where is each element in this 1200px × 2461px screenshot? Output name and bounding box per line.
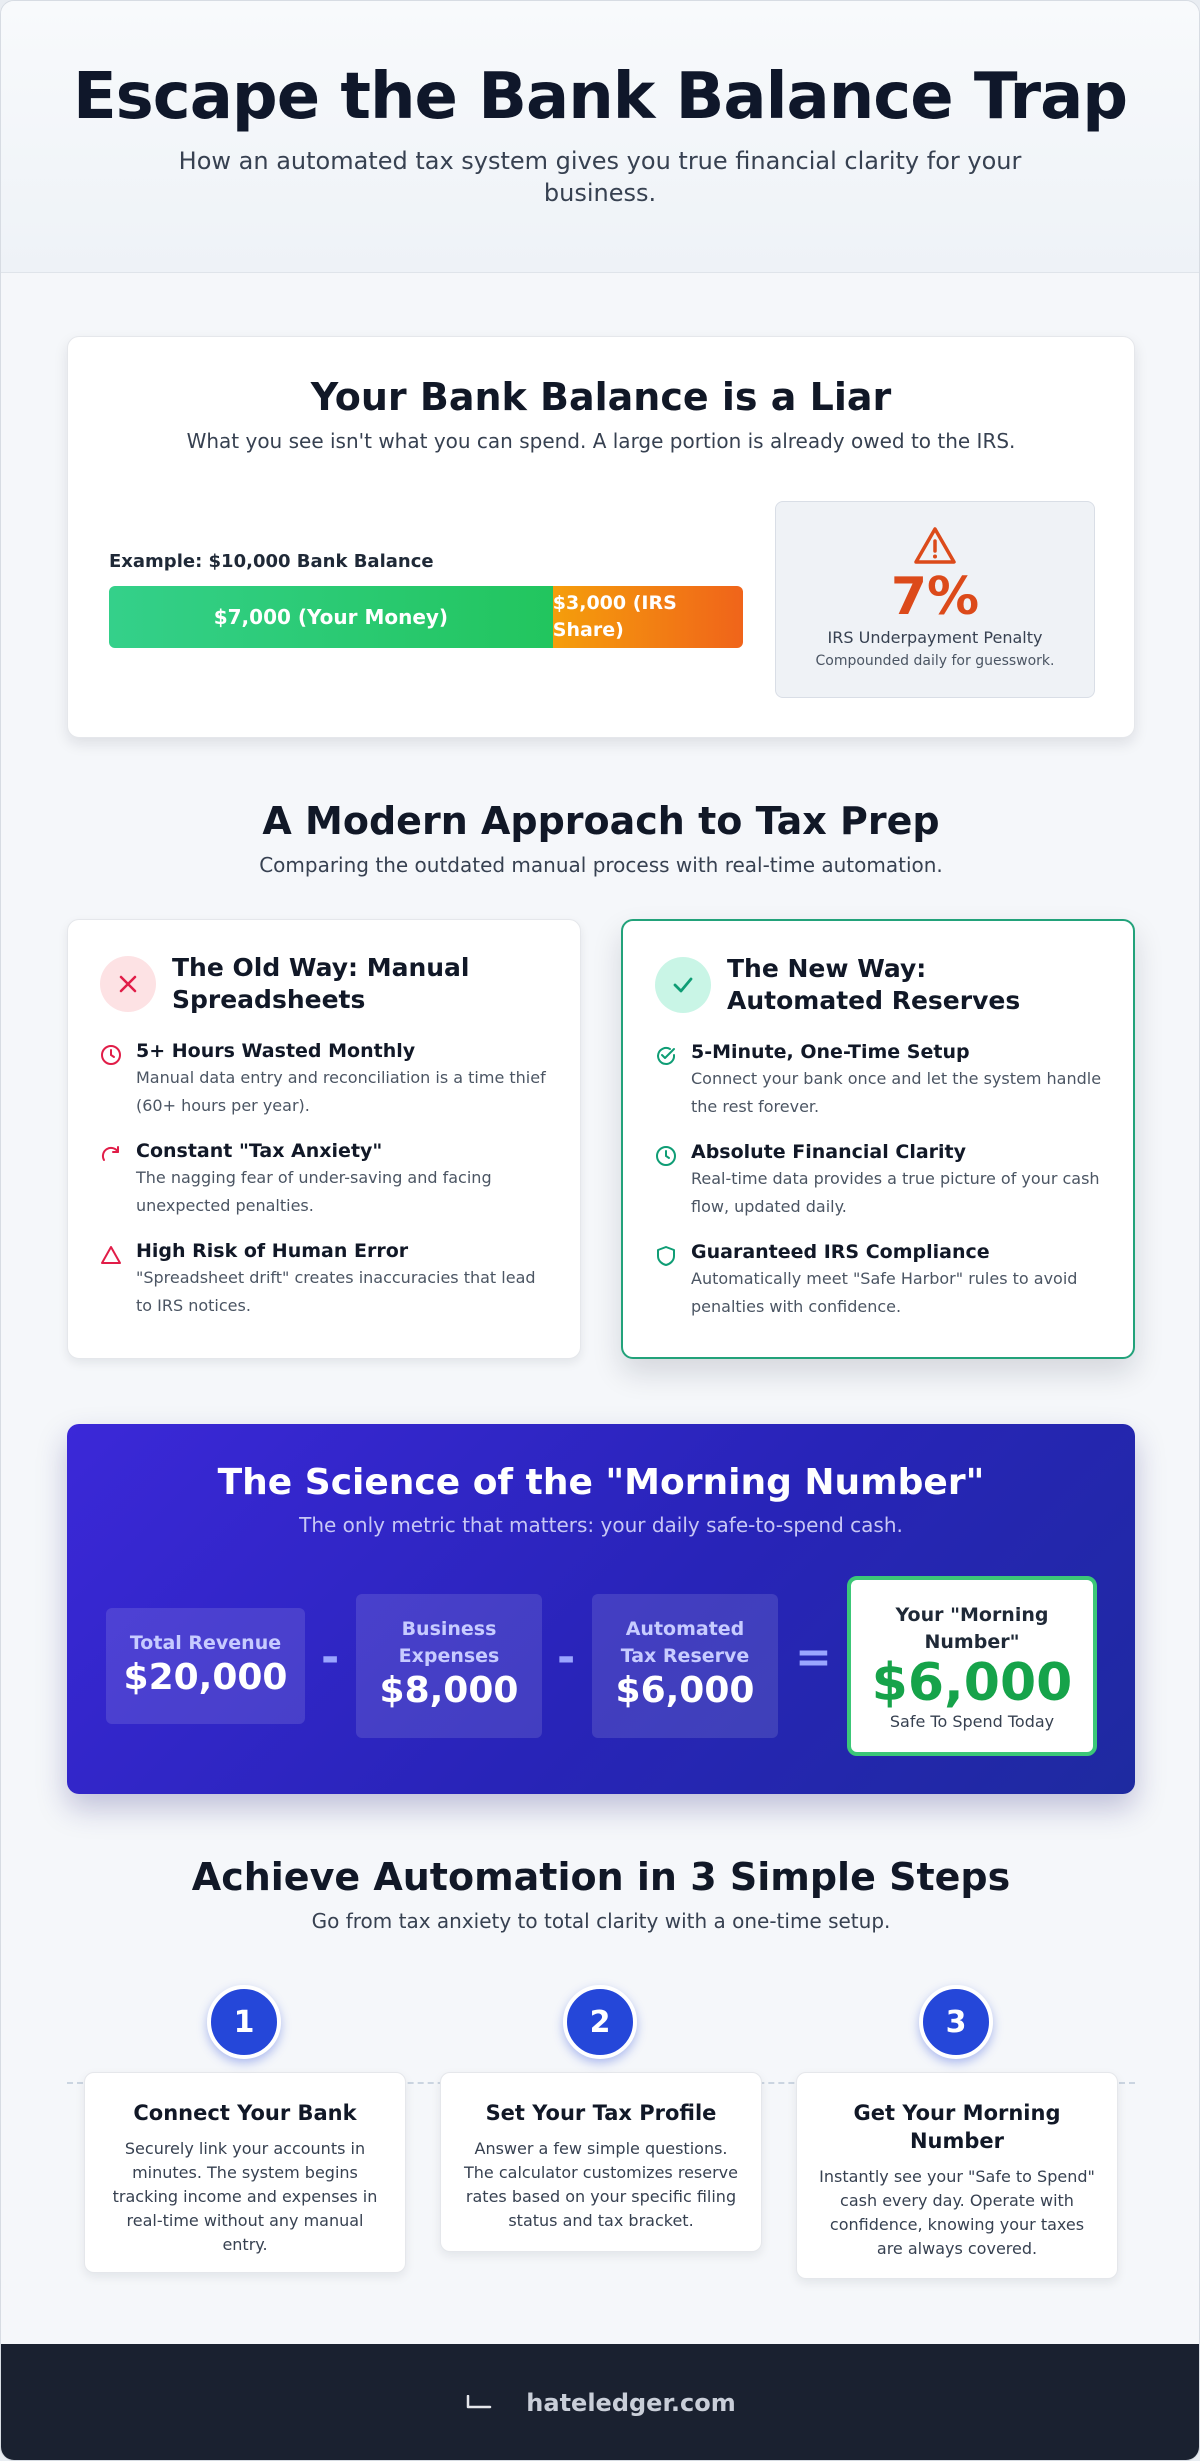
footer-brand[interactable]: hateledger.com	[526, 2389, 736, 2417]
item-title: Guaranteed IRS Compliance	[691, 1241, 990, 1263]
bank-balance-card	[67, 336, 1135, 738]
your-money-segment	[109, 586, 553, 648]
result-note: Safe To Spend Today	[889, 1712, 1055, 1731]
morning-title: The Science of the "Morning Number"	[217, 1462, 985, 1503]
morning-number-panel	[67, 1424, 1135, 1794]
steps-title: Achieve Automation in 3 Simple Steps	[191, 1855, 1011, 1899]
your-money-label: $7,000 (Your Money)	[213, 605, 449, 629]
bank-balance-subtitle: What you see isn't what you can spend. A large portion is already owed to the IRS.	[186, 429, 1016, 453]
step-description: Instantly see your "Safe to Spend" cash every day. Operate with confidence, knowing your taxes are always covered.	[819, 2167, 1095, 2258]
item-title: 5-Minute, One-Time Setup	[691, 1041, 970, 1063]
list-item	[655, 1141, 1109, 1221]
penalty-label: IRS Underpayment Penalty	[827, 628, 1043, 647]
result-label: Number"	[924, 1631, 1020, 1653]
morning-subtitle: The only metric that matters: your daily safe-to-spend cash.	[299, 1513, 903, 1537]
clock-icon	[655, 1145, 677, 1221]
ledger-icon	[466, 2394, 492, 2413]
result-value: $6,000	[871, 1653, 1073, 1713]
penalty-note: Compounded daily for guesswork.	[815, 653, 1055, 669]
footer	[1, 2344, 1200, 2461]
tax-reserve-box	[592, 1594, 778, 1738]
expenses-box	[356, 1594, 542, 1738]
list-item	[655, 1041, 1109, 1121]
expenses-value: $8,000	[379, 1670, 519, 1711]
morning-number-result	[847, 1576, 1097, 1756]
item-description: Automatically meet "Safe Harbor" rules to avoid penalties with confidence.	[691, 1269, 1078, 1316]
step-title: Connect Your Bank	[133, 2101, 357, 2125]
shield-icon	[655, 1245, 677, 1321]
step-description: Securely link your accounts in minutes. The system begins tracking income and expenses in real-time without any manual entry.	[112, 2139, 378, 2254]
step-title: Set Your Tax Profile	[485, 2101, 717, 2125]
reserve-label: Tax Reserve	[620, 1645, 750, 1667]
step-number-badge: 1	[207, 1985, 281, 2059]
item-title: Absolute Financial Clarity	[691, 1141, 967, 1163]
step-number-badge: 3	[919, 1985, 993, 2059]
step-title: Get Your Morning Number	[853, 2101, 1061, 2153]
new-way-title: The New Way: Automated Reserves	[727, 954, 1021, 1015]
reserve-value: $6,000	[615, 1670, 755, 1711]
item-description: The nagging fear of under-saving and facing unexpected penalties.	[136, 1168, 492, 1215]
step-card	[796, 2072, 1118, 2279]
old-way-card	[67, 919, 581, 1359]
step-card	[440, 2072, 762, 2252]
example-label: Example: $10,000 Bank Balance	[109, 551, 434, 572]
balance-split-bar	[109, 586, 743, 648]
check-circle-icon	[655, 1045, 677, 1121]
irs-share-label: $3,000 (IRS Share)	[552, 592, 677, 641]
item-description: "Spreadsheet drift" creates inaccuracies that lead to IRS notices.	[136, 1268, 536, 1315]
page-subtitle: How an automated tax system gives you true financial clarity for your business.	[178, 147, 1022, 207]
rotate-icon	[100, 1144, 122, 1220]
item-description: Connect your bank once and let the system handle the rest forever.	[691, 1069, 1102, 1116]
penalty-box	[775, 501, 1095, 698]
steps-subtitle: Go from tax anxiety to total clarity with a one-time setup.	[311, 1909, 891, 1933]
expenses-label: Business	[401, 1618, 497, 1640]
warning-triangle-icon	[776, 526, 1094, 570]
irs-share-segment	[553, 586, 743, 648]
expenses-label: Expenses	[398, 1645, 500, 1667]
item-title: 5+ Hours Wasted Monthly	[136, 1040, 416, 1062]
list-item	[100, 1240, 556, 1320]
step-number-badge: 2	[563, 1985, 637, 2059]
item-description: Manual data entry and reconciliation is a time thief (60+ hours per year).	[136, 1068, 546, 1115]
x-icon	[100, 956, 156, 1012]
new-way-card	[621, 919, 1135, 1359]
result-label: Your "Morning	[895, 1604, 1049, 1626]
minus-sign: -	[321, 1632, 340, 1683]
revenue-box	[106, 1608, 305, 1724]
item-description: Real-time data provides a true picture of your cash flow, updated daily.	[691, 1169, 1100, 1216]
list-item	[100, 1140, 556, 1220]
reserve-label: Automated	[625, 1618, 745, 1640]
approach-title: A Modern Approach to Tax Prep	[262, 799, 940, 843]
approach-heading	[1, 799, 1200, 877]
old-way-title: The Old Way: Manual Spreadsheets	[172, 953, 470, 1014]
bank-balance-title: Your Bank Balance is a Liar	[310, 375, 892, 419]
equals-sign: =	[795, 1632, 832, 1683]
approach-subtitle: Comparing the outdated manual process with real-time automation.	[259, 853, 943, 877]
penalty-value: 7%	[890, 567, 980, 627]
item-title: High Risk of Human Error	[136, 1240, 409, 1262]
revenue-label: Total Revenue	[129, 1632, 282, 1654]
steps-heading	[1, 1855, 1200, 1933]
clock-icon	[100, 1044, 122, 1120]
step-card	[84, 2072, 406, 2273]
item-title: Constant "Tax Anxiety"	[136, 1140, 383, 1162]
list-item	[100, 1040, 556, 1120]
alert-triangle-icon	[100, 1244, 122, 1320]
minus-sign: -	[557, 1632, 576, 1683]
check-icon	[655, 957, 711, 1013]
page-title: Escape the Bank Balance Trap	[72, 60, 1128, 134]
hero	[1, 1, 1199, 273]
step-description: Answer a few simple questions. The calculator customizes reserve rates based on your specific filing status and tax bracket.	[464, 2139, 738, 2230]
list-item	[655, 1241, 1109, 1321]
revenue-value: $20,000	[123, 1657, 288, 1698]
